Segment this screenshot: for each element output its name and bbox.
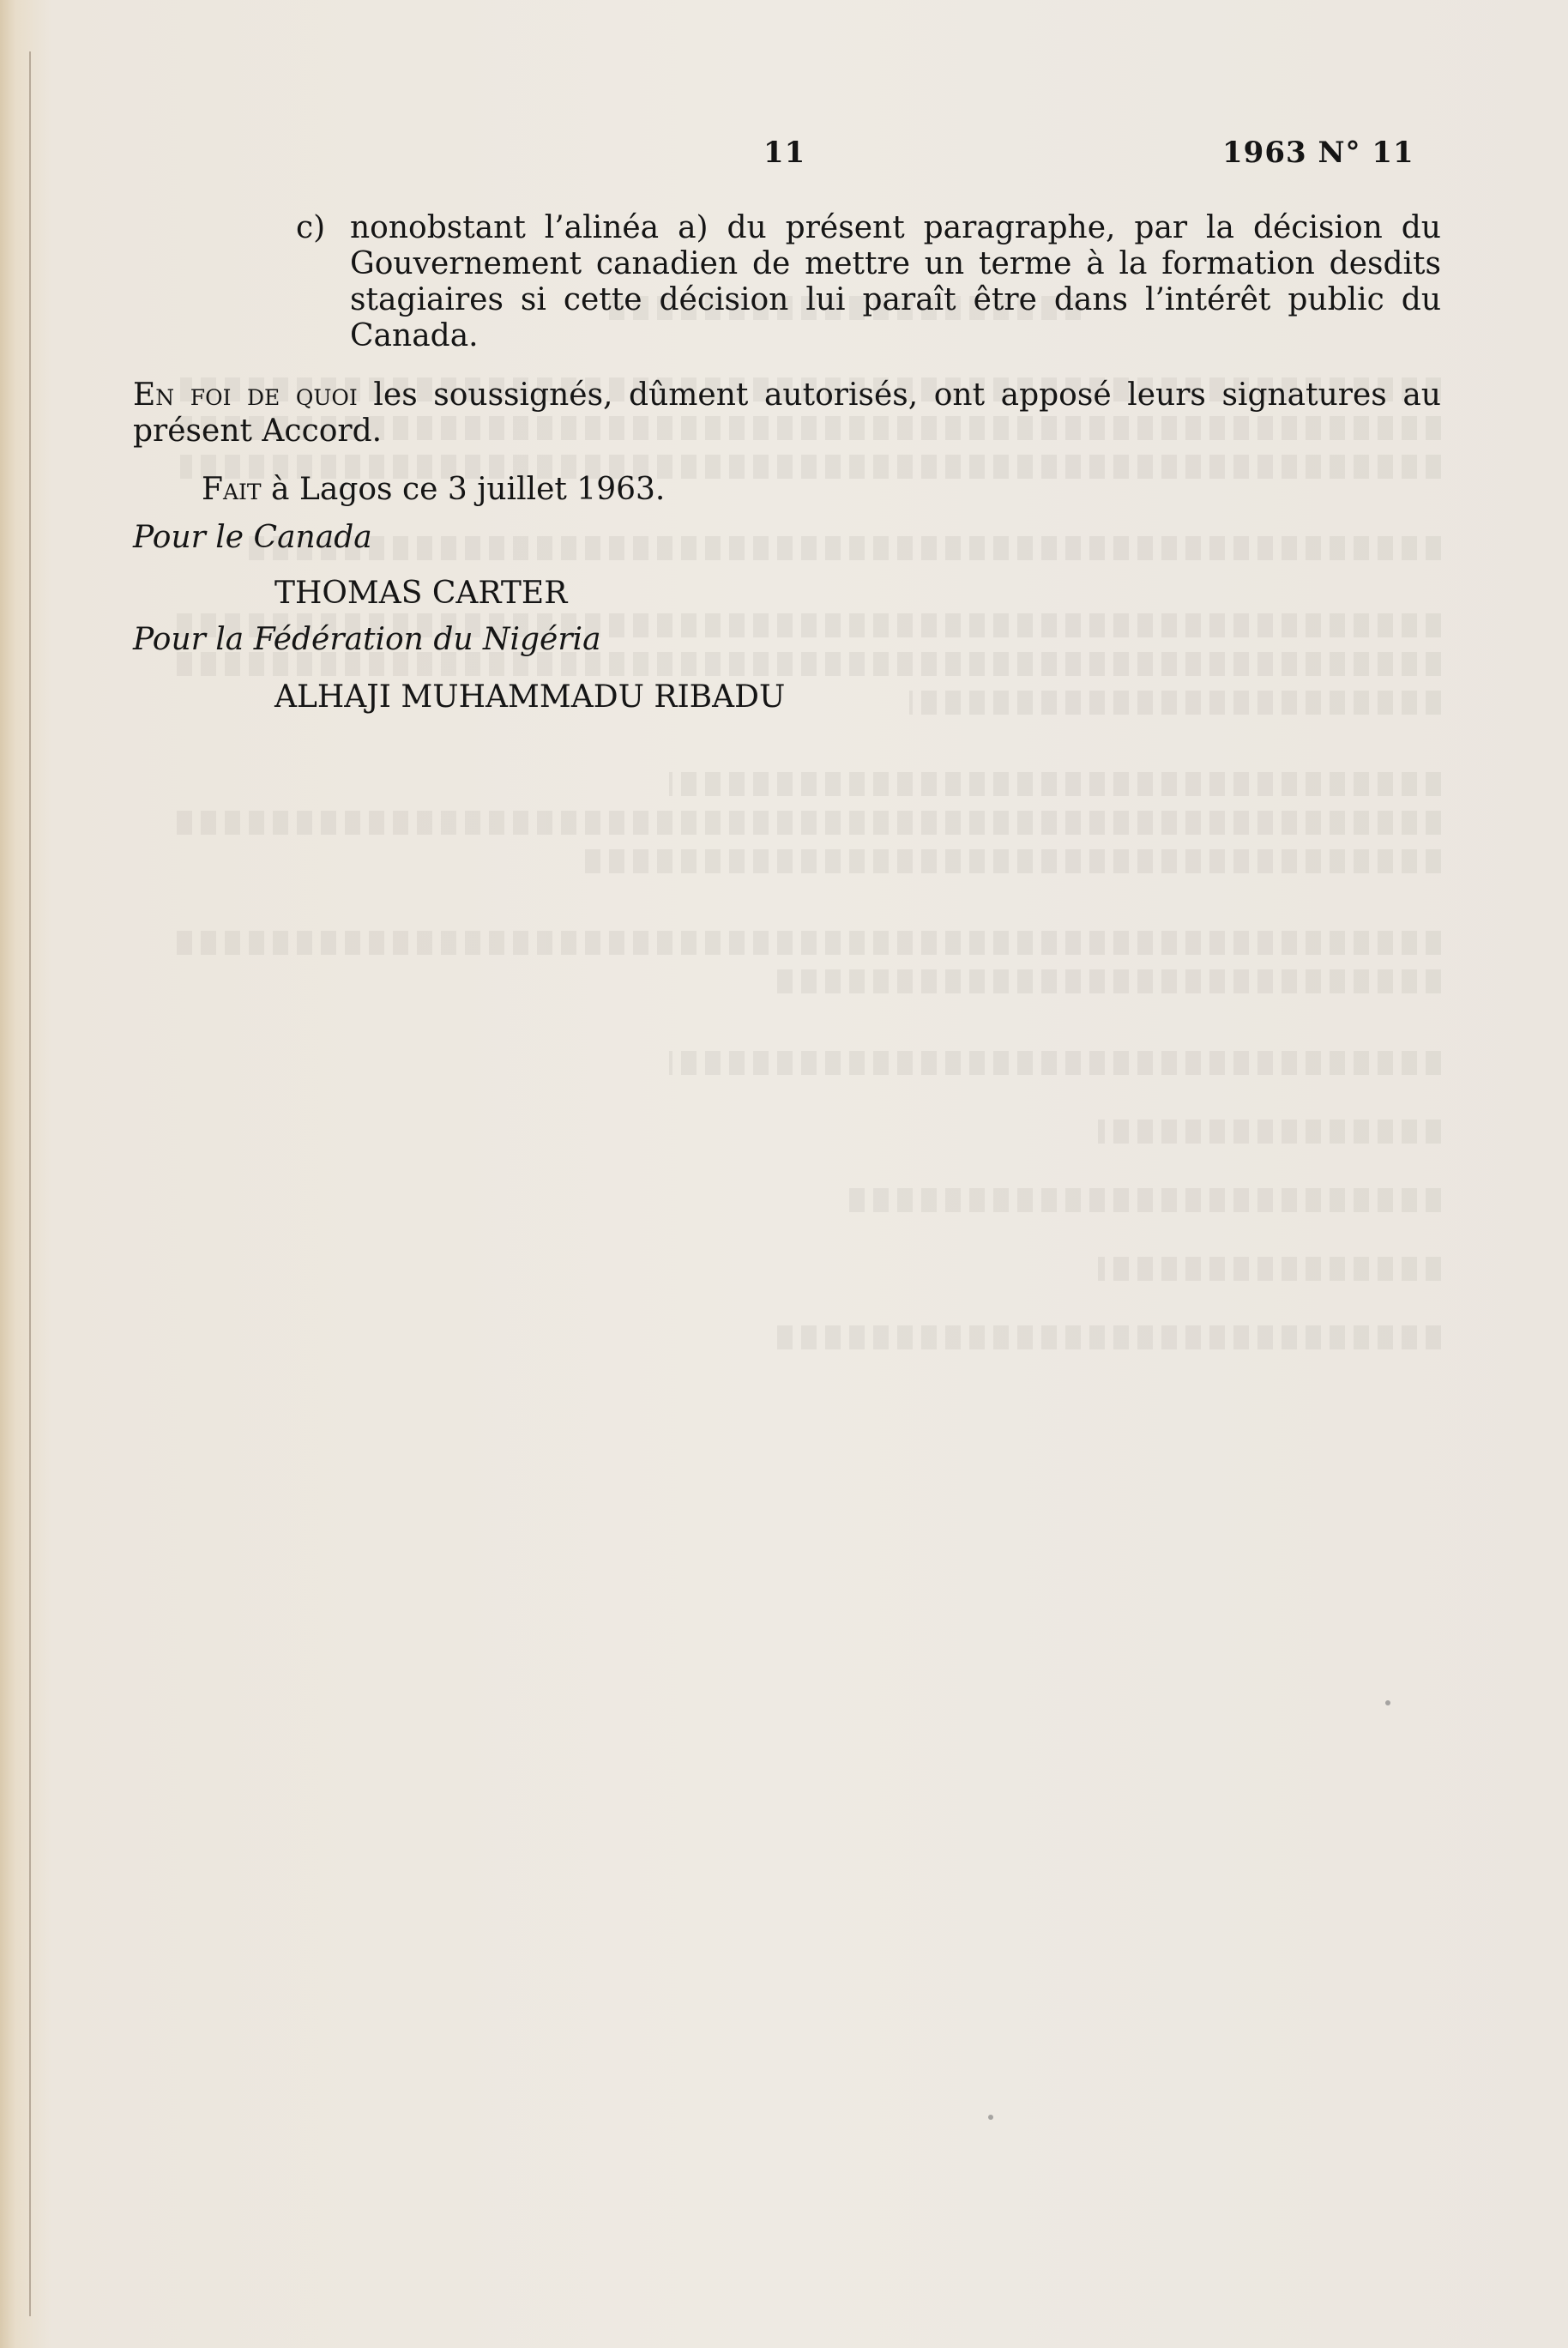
- binding-edge: [29, 51, 36, 2316]
- clause-text: nonobstant l’alinéa a) du présent paragraphe, par la décision du Gouvernement canadien de mettre un terme à la formation desdits stagiaires si cette décision lui paraît être dans l’intérêt public du Canada.: [350, 210, 1441, 353]
- paper-speck: [988, 2115, 993, 2120]
- signatory-nigeria-label: Pour la Fédération du Nigéria: [133, 622, 601, 657]
- done-at-lead-in: Fait: [202, 472, 262, 507]
- clause-c: [296, 210, 1441, 354]
- clause-marker: c): [296, 210, 326, 245]
- done-at-text: à Lagos ce 3 juillet 1963.: [261, 472, 666, 507]
- paper-speck: [1385, 1700, 1390, 1705]
- page-number: 11: [763, 136, 806, 170]
- signatory-nigeria-name: ALHAJI MUHAMMADU RIBADU: [274, 679, 786, 715]
- done-at-line: [202, 472, 665, 508]
- signatory-canada-label: Pour le Canada: [133, 520, 372, 555]
- witness-paragraph: [133, 377, 1441, 450]
- treaty-reference: 1963 N° 11: [1222, 136, 1414, 170]
- witness-lead-in: En foi de quoi: [133, 377, 358, 413]
- signatory-canada-name: THOMAS CARTER: [274, 576, 568, 611]
- witness-text: les soussignés, dûment autorisés, ont apposé leurs signatures au présent Accord.: [133, 377, 1441, 449]
